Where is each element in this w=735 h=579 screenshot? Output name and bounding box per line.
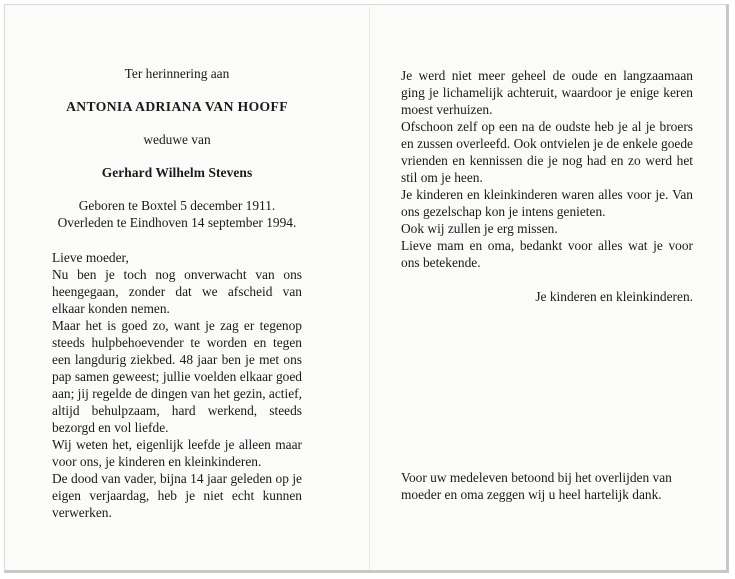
paragraph: Lieve mam en oma, bedankt voor alles wat je voor ons betekende. xyxy=(401,238,693,270)
signature: Je kinderen en kleinkinderen. xyxy=(535,289,693,304)
thanks-note: Voor uw medeleven betoond bij het overlijden van moeder en oma zeggen wij u heel hartelijk dank. xyxy=(401,470,672,502)
letter-body-right xyxy=(401,67,693,271)
memorial-card xyxy=(4,4,729,573)
deceased-name: ANTONIA ADRIANA VAN HOOFF xyxy=(66,99,288,114)
paragraph: Ook wij zullen je erg missen. xyxy=(401,221,558,236)
paragraph: Je werd niet meer geheel de oude en langzaamaan ging je lichamelijk achteruit, waardoor je enige keren moest verhuizen. xyxy=(401,68,693,117)
right-panel xyxy=(401,67,693,502)
paragraph: Wij weten het, eigenlijk leefde je alleen maar voor ons, je kinderen en kleinkinderen. xyxy=(52,437,302,469)
paragraph: Ofschoon zelf op een na de oudste heb je al je broers en zussen overleefd. Ook ontvielen je de enkele goede vrienden en kennissen die je nog had en zo werd het stil om je heen. xyxy=(401,119,693,185)
letter-body-left xyxy=(52,249,302,521)
birth-line: Geboren te Boxtel 5 december 1911. xyxy=(78,198,276,213)
relation-text: weduwe van xyxy=(143,132,211,147)
left-panel xyxy=(52,65,302,521)
death-line: Overleden te Eindhoven 14 september 1994. xyxy=(57,215,297,230)
intro-text: Ter herinnering aan xyxy=(124,66,230,81)
paragraph: Maar het is goed zo, want je zag er tegenop steeds hulpbehoevender te worden en tegen een langdurig ziekbed. 48 jaar ben je met ons pap samen geweest; jullie voelden elkaar goed aan; jij regelde de dingen van het gezin, actief, altijd behulpzaam, hard werkend, steeds bezorgd en vol liefde. xyxy=(52,318,302,435)
paragraph: Nu ben je toch nog onverwacht van ons heengegaan, zonder dat we afscheid van elkaar konden nemen. xyxy=(52,267,302,316)
paragraph: Je kinderen en kleinkinderen waren alles voor je. Van ons gezelschap kon je intens genieten. xyxy=(401,187,693,219)
salutation: Lieve moeder, xyxy=(52,250,129,265)
paragraph: De dood van vader, bijna 14 jaar geleden op je eigen verjaardag, heb je niet echt kunnen verwerken. xyxy=(52,471,302,520)
fold-line xyxy=(369,7,370,570)
spouse-name: Gerhard Wilhelm Stevens xyxy=(101,165,253,180)
